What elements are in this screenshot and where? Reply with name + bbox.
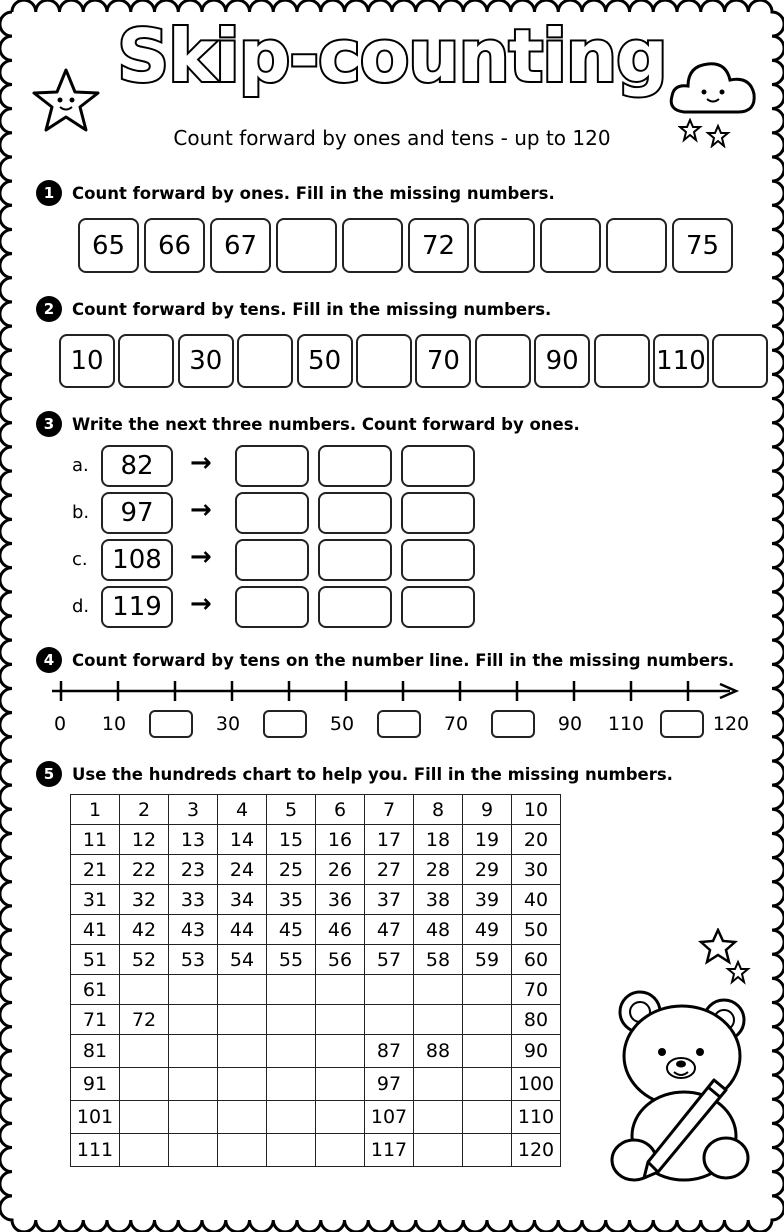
chart-cell: 110	[512, 1101, 561, 1134]
section-number-badge: 2	[36, 296, 62, 322]
chart-cell: 30	[512, 855, 561, 885]
chart-row	[71, 915, 561, 945]
blank-answer-box	[342, 218, 403, 273]
blank-chart-cell	[414, 1068, 463, 1101]
right-arrow-icon: →	[190, 542, 212, 572]
section-instruction: Count forward by ones. Fill in the missing numbers.	[72, 183, 555, 203]
chart-cell: 27	[365, 855, 414, 885]
chart-cell: 90	[512, 1035, 561, 1068]
chart-cell: 10	[512, 795, 561, 825]
star-icon	[30, 66, 102, 134]
chart-cell: 91	[71, 1068, 120, 1101]
chart-row	[71, 1101, 561, 1134]
blank-answer-box	[474, 218, 535, 273]
chart-cell: 19	[463, 825, 512, 855]
chart-cell: 59	[463, 945, 512, 975]
blank-answer-box	[660, 710, 704, 738]
blank-chart-cell	[267, 1068, 316, 1101]
chart-cell: 101	[71, 1101, 120, 1134]
chart-cell: 100	[512, 1068, 561, 1101]
chart-cell: 39	[463, 885, 512, 915]
blank-answer-box	[318, 492, 392, 534]
chart-row	[71, 1005, 561, 1035]
chart-cell: 40	[512, 885, 561, 915]
chart-cell: 17	[365, 825, 414, 855]
blank-chart-cell	[463, 975, 512, 1005]
chart-cell: 20	[512, 825, 561, 855]
blank-answer-box	[540, 218, 601, 273]
blank-chart-cell	[316, 1005, 365, 1035]
chart-cell: 22	[120, 855, 169, 885]
row-label: d.	[72, 596, 90, 617]
blank-chart-cell	[365, 975, 414, 1005]
right-arrow-icon: →	[190, 495, 212, 525]
chart-cell: 80	[512, 1005, 561, 1035]
chart-cell: 5	[267, 795, 316, 825]
section-5-heading	[36, 761, 673, 787]
row-label: a.	[72, 455, 89, 476]
blank-chart-cell	[463, 1101, 512, 1134]
chart-cell: 47	[365, 915, 414, 945]
section-instruction: Count forward by tens on the number line. Fill in the missing numbers.	[72, 650, 735, 670]
blank-chart-cell	[218, 1035, 267, 1068]
right-arrow-icon: →	[190, 448, 212, 478]
blank-chart-cell	[267, 1035, 316, 1068]
blank-answer-box	[263, 710, 307, 738]
chart-cell: 46	[316, 915, 365, 945]
chart-cell: 44	[218, 915, 267, 945]
blank-answer-box	[149, 710, 193, 738]
cloud-icon	[666, 52, 760, 120]
blank-chart-cell	[120, 1035, 169, 1068]
chart-cell: 56	[316, 945, 365, 975]
chart-row	[71, 795, 561, 825]
number-box: 70	[415, 334, 471, 388]
number-line-label: 50	[329, 713, 355, 735]
number-box: 30	[178, 334, 234, 388]
start-number-box: 82	[101, 445, 173, 487]
blank-chart-cell	[316, 1101, 365, 1134]
chart-cell: 50	[512, 915, 561, 945]
chart-cell: 37	[365, 885, 414, 915]
chart-cell: 31	[71, 885, 120, 915]
chart-cell: 34	[218, 885, 267, 915]
blank-chart-cell	[218, 1101, 267, 1134]
chart-cell: 38	[414, 885, 463, 915]
number-line-label: 110	[607, 713, 645, 735]
chart-row	[71, 1068, 561, 1101]
section-number-badge: 4	[36, 647, 62, 673]
blank-answer-box	[237, 334, 293, 388]
number-box: 50	[297, 334, 353, 388]
chart-cell: 45	[267, 915, 316, 945]
blank-chart-cell	[169, 975, 218, 1005]
chart-cell: 29	[463, 855, 512, 885]
chart-cell: 81	[71, 1035, 120, 1068]
blank-chart-cell	[218, 975, 267, 1005]
number-line	[40, 676, 750, 706]
chart-cell: 42	[120, 915, 169, 945]
blank-chart-cell	[414, 1005, 463, 1035]
section-3-heading	[36, 411, 580, 437]
blank-answer-box	[401, 539, 475, 581]
blank-answer-box	[235, 539, 309, 581]
page-subtitle: Count forward by ones and tens - up to 120	[173, 126, 611, 150]
teddy-bear-icon	[604, 986, 754, 1186]
section-1-heading	[36, 180, 555, 206]
chart-cell: 8	[414, 795, 463, 825]
chart-cell: 54	[218, 945, 267, 975]
start-number-box: 108	[101, 539, 173, 581]
chart-cell: 41	[71, 915, 120, 945]
chart-cell: 26	[316, 855, 365, 885]
blank-chart-cell	[169, 1101, 218, 1134]
blank-chart-cell	[414, 1101, 463, 1134]
chart-cell: 14	[218, 825, 267, 855]
chart-cell: 23	[169, 855, 218, 885]
chart-cell: 72	[120, 1005, 169, 1035]
chart-cell: 24	[218, 855, 267, 885]
section-2-heading	[36, 296, 551, 322]
chart-cell: 25	[267, 855, 316, 885]
number-box: 65	[78, 218, 139, 273]
chart-cell: 11	[71, 825, 120, 855]
chart-cell: 120	[512, 1134, 561, 1167]
blank-answer-box	[235, 445, 309, 487]
chart-row	[71, 1134, 561, 1167]
chart-cell: 2	[120, 795, 169, 825]
chart-cell: 43	[169, 915, 218, 945]
chart-cell: 15	[267, 825, 316, 855]
section-number-badge: 3	[36, 411, 62, 437]
blank-chart-cell	[316, 1134, 365, 1167]
right-arrow-icon: →	[190, 589, 212, 619]
chart-cell: 55	[267, 945, 316, 975]
page-title: Skip-counting	[117, 14, 667, 98]
chart-row	[71, 945, 561, 975]
blank-answer-box	[235, 586, 309, 628]
chart-cell: 3	[169, 795, 218, 825]
chart-cell: 33	[169, 885, 218, 915]
row-label: c.	[72, 549, 88, 570]
blank-chart-cell	[169, 1068, 218, 1101]
blank-answer-box	[318, 586, 392, 628]
number-line-label: 0	[53, 713, 67, 735]
number-line-label: 10	[101, 713, 127, 735]
section-instruction: Use the hundreds chart to help you. Fill in the missing numbers.	[72, 764, 673, 784]
chart-cell: 117	[365, 1134, 414, 1167]
blank-chart-cell	[120, 1101, 169, 1134]
blank-answer-box	[491, 710, 535, 738]
blank-answer-box	[606, 218, 667, 273]
chart-cell: 61	[71, 975, 120, 1005]
blank-chart-cell	[463, 1005, 512, 1035]
blank-chart-cell	[120, 1134, 169, 1167]
number-box: 67	[210, 218, 271, 273]
chart-cell: 13	[169, 825, 218, 855]
chart-cell: 7	[365, 795, 414, 825]
section-number-badge: 1	[36, 180, 62, 206]
blank-answer-box	[401, 492, 475, 534]
section-instruction: Count forward by tens. Fill in the missing numbers.	[72, 299, 552, 319]
number-line-label: 90	[557, 713, 583, 735]
blank-answer-box	[276, 218, 337, 273]
hundreds-chart	[70, 794, 561, 1167]
chart-cell: 107	[365, 1101, 414, 1134]
blank-chart-cell	[316, 1035, 365, 1068]
chart-row	[71, 855, 561, 885]
blank-answer-box	[594, 334, 650, 388]
chart-cell: 57	[365, 945, 414, 975]
chart-row	[71, 975, 561, 1005]
blank-chart-cell	[414, 1134, 463, 1167]
blank-answer-box	[377, 710, 421, 738]
number-box: 90	[534, 334, 590, 388]
blank-chart-cell	[463, 1134, 512, 1167]
chart-cell: 70	[512, 975, 561, 1005]
section-4-heading	[36, 647, 734, 673]
blank-chart-cell	[267, 1101, 316, 1134]
chart-cell: 16	[316, 825, 365, 855]
chart-cell: 1	[71, 795, 120, 825]
blank-chart-cell	[267, 1134, 316, 1167]
chart-cell: 111	[71, 1134, 120, 1167]
number-box: 110	[653, 334, 709, 388]
chart-cell: 32	[120, 885, 169, 915]
number-line-label: 70	[443, 713, 469, 735]
section-number-badge: 5	[36, 761, 62, 787]
chart-cell: 21	[71, 855, 120, 885]
chart-cell: 36	[316, 885, 365, 915]
chart-cell: 6	[316, 795, 365, 825]
blank-chart-cell	[463, 1035, 512, 1068]
number-line-label: 120	[712, 713, 750, 735]
blank-answer-box	[318, 445, 392, 487]
blank-answer-box	[118, 334, 174, 388]
chart-cell: 48	[414, 915, 463, 945]
start-number-box: 119	[101, 586, 173, 628]
blank-chart-cell	[414, 975, 463, 1005]
chart-cell: 4	[218, 795, 267, 825]
chart-cell: 9	[463, 795, 512, 825]
blank-answer-box	[235, 492, 309, 534]
blank-chart-cell	[169, 1035, 218, 1068]
start-number-box: 97	[101, 492, 173, 534]
blank-chart-cell	[267, 975, 316, 1005]
number-box: 10	[59, 334, 115, 388]
chart-cell: 58	[414, 945, 463, 975]
chart-row	[71, 825, 561, 855]
blank-chart-cell	[267, 1005, 316, 1035]
chart-cell: 97	[365, 1068, 414, 1101]
blank-chart-cell	[218, 1005, 267, 1035]
chart-cell: 53	[169, 945, 218, 975]
number-box: 75	[672, 218, 733, 273]
chart-cell: 87	[365, 1035, 414, 1068]
blank-chart-cell	[316, 1068, 365, 1101]
blank-answer-box	[712, 334, 768, 388]
blank-chart-cell	[463, 1068, 512, 1101]
chart-cell: 49	[463, 915, 512, 945]
blank-chart-cell	[218, 1134, 267, 1167]
blank-answer-box	[401, 586, 475, 628]
blank-chart-cell	[120, 1068, 169, 1101]
chart-row	[71, 885, 561, 915]
chart-row	[71, 1035, 561, 1068]
chart-cell: 52	[120, 945, 169, 975]
blank-answer-box	[356, 334, 412, 388]
chart-cell: 51	[71, 945, 120, 975]
small-stars-icon	[678, 118, 734, 148]
blank-chart-cell	[169, 1134, 218, 1167]
chart-cell: 60	[512, 945, 561, 975]
number-box: 66	[144, 218, 205, 273]
row-label: b.	[72, 502, 90, 523]
number-box: 72	[408, 218, 469, 273]
blank-answer-box	[475, 334, 531, 388]
chart-cell: 71	[71, 1005, 120, 1035]
number-line-label: 30	[215, 713, 241, 735]
blank-chart-cell	[169, 1005, 218, 1035]
chart-cell: 12	[120, 825, 169, 855]
blank-answer-box	[401, 445, 475, 487]
blank-answer-box	[318, 539, 392, 581]
blank-chart-cell	[365, 1005, 414, 1035]
chart-cell: 35	[267, 885, 316, 915]
small-stars-icon	[698, 928, 754, 986]
chart-cell: 88	[414, 1035, 463, 1068]
section-instruction: Write the next three numbers. Count forward by ones.	[72, 414, 580, 434]
chart-cell: 18	[414, 825, 463, 855]
chart-cell: 28	[414, 855, 463, 885]
blank-chart-cell	[120, 975, 169, 1005]
blank-chart-cell	[316, 975, 365, 1005]
blank-chart-cell	[218, 1068, 267, 1101]
